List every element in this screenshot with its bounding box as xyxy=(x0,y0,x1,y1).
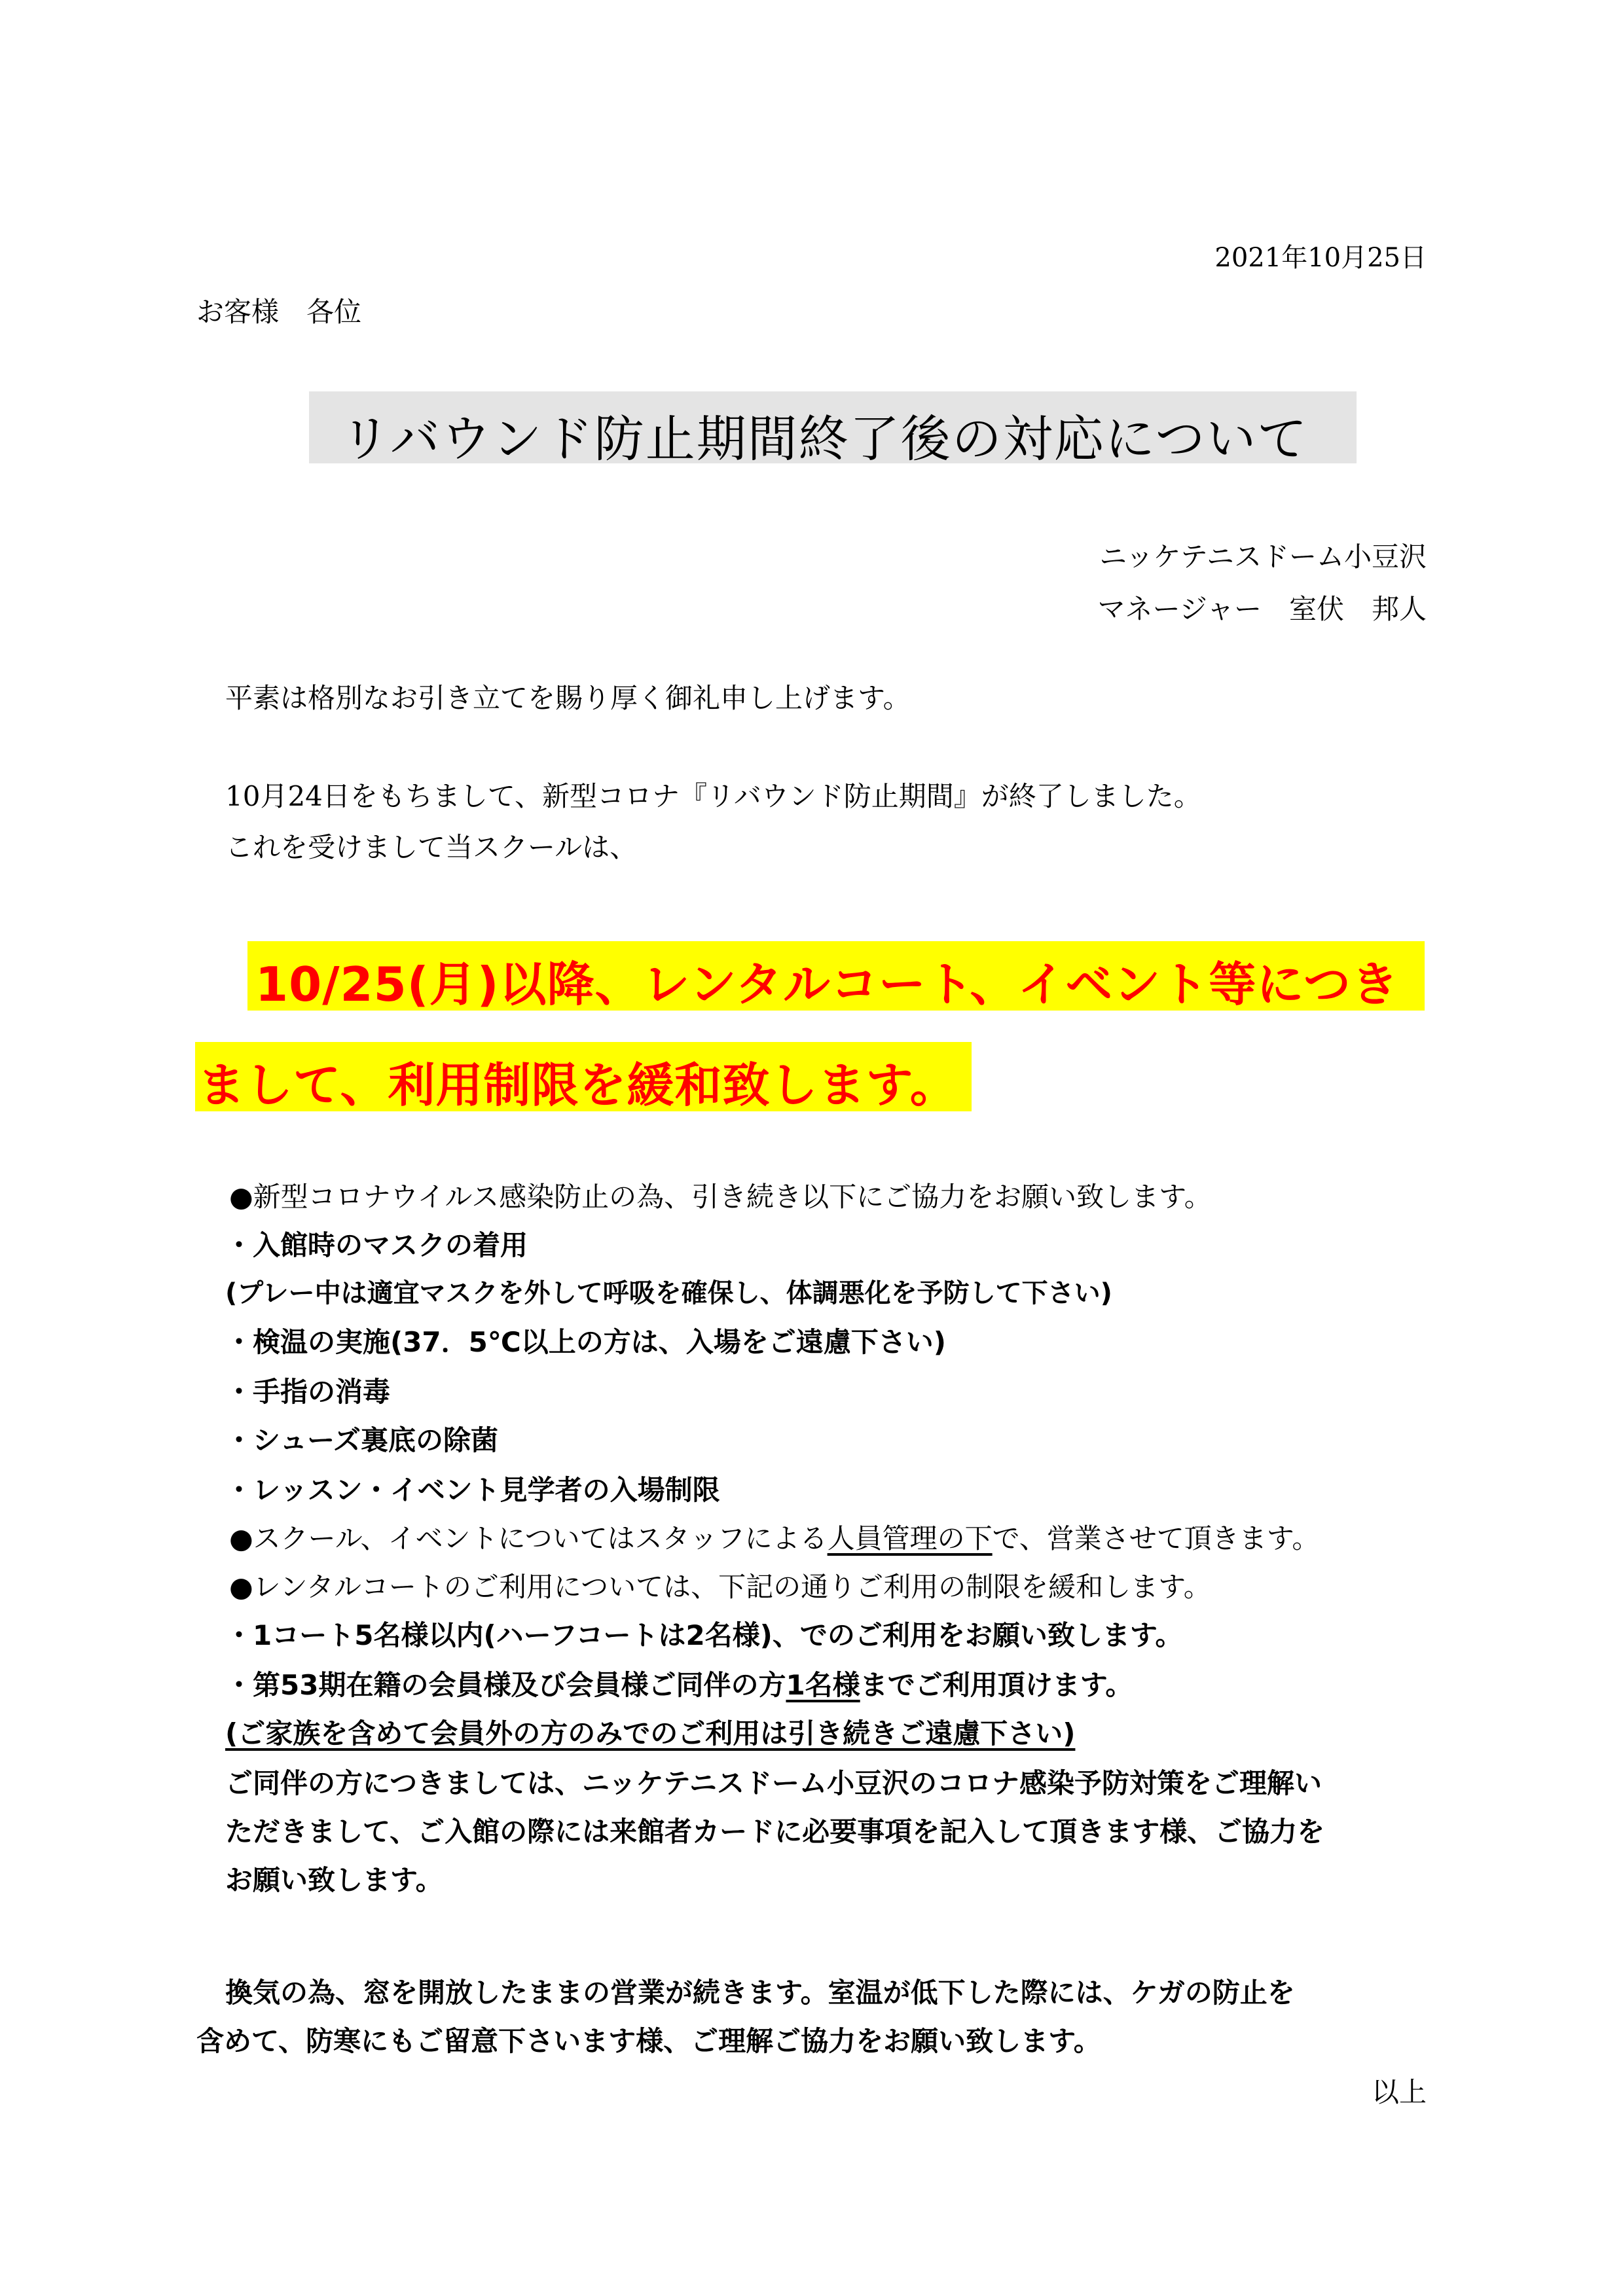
companion-note-line: お願い致します。 xyxy=(225,1864,443,1896)
school-line-underlined: 人員管理の下 xyxy=(827,1522,993,1554)
rental-item-underlined: 1名様 xyxy=(786,1669,860,1701)
highlight-line-1: 10/25(月)以降、レンタルコート、イベント等につき xyxy=(255,957,1399,1012)
measure-item: ・入館時のマスクの着用 xyxy=(225,1229,528,1261)
document-title: リバウンド防止期間終了後の対応について xyxy=(340,410,1309,468)
measure-item: ・レッスン・イベント見学者の入場制限 xyxy=(225,1474,720,1506)
measure-item: (プレー中は適宜マスクを外して呼吸を確保し、体調悪化を予防して下さい) xyxy=(225,1278,1112,1308)
rental-heading: ●レンタルコートのご利用については、下記の通りご利用の制限を緩和します。 xyxy=(229,1571,1211,1603)
sender-organization: ニッケテニスドーム小豆沢 xyxy=(1099,541,1427,573)
school-line-pre: ●スクール、イベントについてはスタッフによる xyxy=(229,1522,828,1554)
sender-person: マネージャー 室伏 邦人 xyxy=(1097,593,1427,625)
rental-item-pre: ・第53期在籍の会員様及び会員様ご同伴の方 xyxy=(225,1669,786,1701)
rental-item xyxy=(225,1664,1133,1703)
closing: 以上 xyxy=(1371,2076,1427,2108)
rental-note: (ご家族を含めて会員外の方のみでのご利用は引き続きご遠慮下さい) xyxy=(225,1717,1076,1749)
ventilation-line: 換気の為、窓を開放したままの営業が続きます。室温が低下した際には、ケガの防止を xyxy=(225,1977,1295,2009)
document-date: 2021年10月25日 xyxy=(1214,243,1427,273)
measure-item: ・検温の実施(37．5℃以上の方は、入場をご遠慮下さい) xyxy=(225,1326,946,1358)
measure-item: ・シューズ裏底の除菌 xyxy=(225,1424,499,1456)
measure-item: ・手指の消毒 xyxy=(225,1376,391,1408)
highlight-line-2: まして、利用制限を緩和致します。 xyxy=(198,1058,958,1113)
rental-item-post: までご利用頂けます。 xyxy=(860,1669,1133,1701)
greeting: 平素は格別なお引き立てを賜り厚く御礼申し上げます。 xyxy=(225,682,911,714)
companion-note-line: ご同伴の方につきましては、ニッケテニスドーム小豆沢のコロナ感染予防対策をご理解い xyxy=(225,1767,1322,1799)
companion-note-line: ただきまして、ご入館の際には来館者カードに必要事項を記入して頂きます様、ご協力を xyxy=(225,1816,1325,1848)
intro-line-1: 10月24日をもちまして、新型コロナ『リバウンド防止期間』が終了しました。 xyxy=(225,780,1201,812)
measures-heading: ●新型コロナウイルス感染防止の為、引き続き以下にご協力をお願い致します。 xyxy=(229,1181,1212,1213)
school-line xyxy=(229,1517,1319,1556)
school-line-post: で、営業させて頂きます。 xyxy=(992,1522,1320,1554)
intro-line-2: これを受けまして当スクールは、 xyxy=(225,831,638,863)
rental-item: ・1コート5名様以内(ハーフコートは2名様)、でのご利用をお願い致します。 xyxy=(225,1619,1183,1651)
ventilation-line: 含めて、防寒にもご留意下さいます様、ご理解ご協力をお願い致します。 xyxy=(196,2025,1101,2057)
addressee: お客様 各位 xyxy=(196,296,362,328)
